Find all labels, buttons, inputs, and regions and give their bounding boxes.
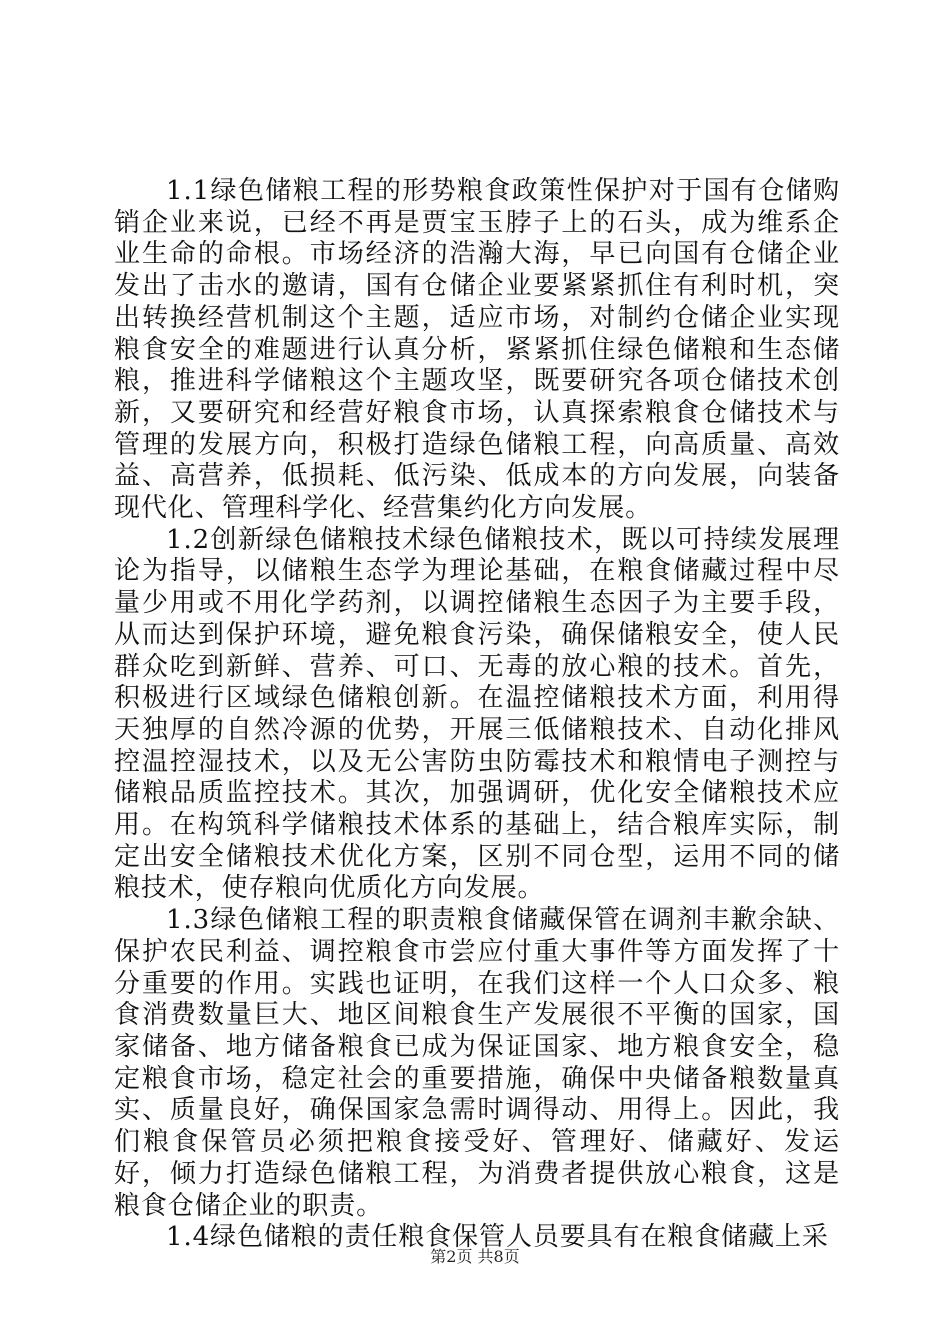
paragraph-1-1: 1.1绿色储粮工程的形势粮食政策性保护对于国有仓储购销企业来说，已经不再是贾宝玉脖子上的石头，成为维系企业生命的命根。市场经济的浩瀚大海，早已向国有仓储企业发出了击水的邀请，国有仓储企业要紧紧抓住有利时机，突出转换经营机制这个主题，适应市场，对制约仓储企业实现粮食安全的难题进行认真分析，紧紧抓住绿色储粮和生态储粮，推进科学储粮这个主题攻坚，既要研究各项仓储技术创新，又要研究和经营好粮食市场，认真探索粮食仓储技术与管理的发展方向，积极打造绿色储粮工程，向高质量、高效益、高营养，低损耗、低污染、低成本的方向发展，向装备现代化、管理科学化、经营集约化方向发展。: [114, 176, 840, 524]
paragraph-1-4: 1.4绿色储粮的责任粮食保管人员要具有在粮食储藏上采: [166, 1222, 829, 1253]
page-footer: 第2页 共8页: [430, 1247, 520, 1266]
document-body: [114, 176, 840, 1254]
paragraph-1-3: 1.3绿色储粮工程的职责粮食储藏保管在调剂丰歉余缺、保护农民利益、调控粮食市尝应付重大事件等方面发挥了十分重要的作用。实践也证明，在我们这样一个人口众多、粮食消费数量巨大、地区间粮食生产发展很不平衡的国家，国家储备、地方储备粮食已成为保证国家、地方粮食安全，稳定粮食市场，稳定社会的重要措施，确保中央储备粮数量真实、质量良好，确保国家急需时调得动、用得上。因此，我们粮食保管员必须把粮食接受好、管理好、储藏好、发运好，倾力打造绿色储粮工程，为消费者提供放心粮食，这是粮食仓储企业的职责。: [114, 905, 840, 1221]
paragraph-1-2: 1.2创新绿色储粮技术绿色储粮技术，既以可持续发展理论为指导，以储粮生态学为理论基础，在粮食储藏过程中尽量少用或不用化学药剂，以调控储粮生态因子为主要手段，从而达到保护环境，避免粮食污染，确保储粮安全，使人民群众吃到新鲜、营养、可口、无毒的放心粮的技术。首先，积极进行区域绿色储粮创新。在温控储粮技术方面，利用得天独厚的自然冷源的优势，开展三低储粮技术、自动化排风控温控湿技术，以及无公害防虫防霉技术和粮情电子测控与储粮品质监控技术。其次，加强调研，优化安全储粮技术应用。在构筑科学储粮技术体系的基础上，结合粮库实际，制定出安全储粮技术优化方案，区别不同仓型，运用不同的储粮技术，使存粮向优质化方向发展。: [114, 524, 840, 904]
